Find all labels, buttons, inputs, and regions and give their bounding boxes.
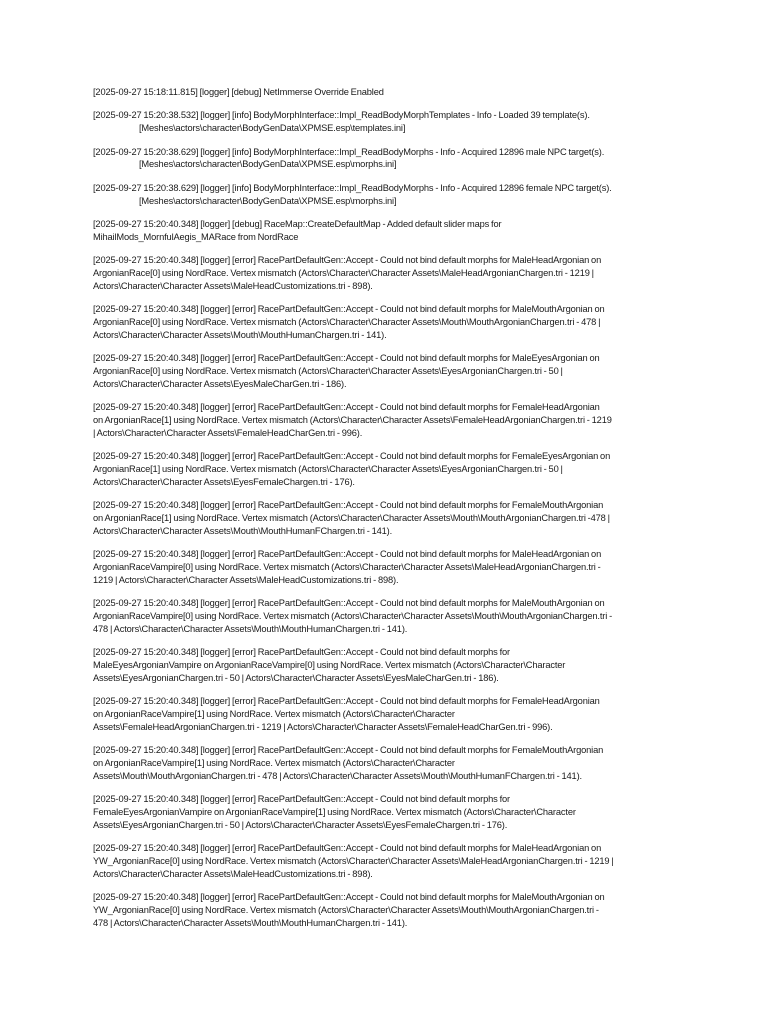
log-entry-continuation: [Meshes\actors\character\BodyGenData\XPMSE.esp\morphs.ini] <box>139 195 397 206</box>
log-entry-line: [2025-09-27 15:20:40.348] [logger] [error] RacePartDefaultGen::Accept - Could not bind default morphs for MaleMouthArgonian on <box>93 598 605 609</box>
log-entry <box>93 146 679 172</box>
log-entry-continuation: MihailMods_MornfulAegis_MARace from NordRace <box>93 231 299 242</box>
log-entry-continuation: on ArgonianRace[1] using NordRace. Vertex mismatch (Actors\Character\Character Assets\Mouth\MouthArgonianChargen.tri -478 | <box>93 512 610 523</box>
log-entry-line: [2025-09-27 15:20:40.348] [logger] [error] RacePartDefaultGen::Accept - Could not bind default morphs for FemaleHeadArgonian <box>93 696 600 706</box>
log-entry-line: [2025-09-27 15:20:40.348] [logger] [error] RacePartDefaultGen::Accept - Could not bind default morphs for FemaleMouthArgonian <box>93 500 604 511</box>
log-entry-line: [2025-09-27 15:20:40.348] [logger] [error] RacePartDefaultGen::Accept - Could not bind default morphs for MaleHeadArgonian on <box>93 842 602 853</box>
log-entry-continuation: Assets\FemaleHeadArgonianChargen.tri - 1219 | Actors\Character\Character Assets\FemaleHeadCharGen.tri - 996). <box>93 721 553 732</box>
log-entry-continuation: ArgonianRace[1] using NordRace. Vertex mismatch (Actors\Character\Character Assets\EyesArgonianChargen.tri - 50 | <box>93 463 563 474</box>
log-entry-continuation: YW_ArgonianRace[0] using NordRace. Vertex mismatch (Actors\Character\Character Assets\MaleHeadArgonianChargen.tri - 1219 | <box>93 855 614 866</box>
log-entry-line: [2025-09-27 15:20:40.348] [logger] [debug] RaceMap::CreateDefaultMap - Added default slider maps for <box>93 218 502 229</box>
log-entry-continuation: Assets\EyesArgonianChargen.tri - 50 | Actors\Character\Character Assets\EyesMaleCharGen.tri - 186). <box>93 672 499 683</box>
log-entry <box>93 303 679 341</box>
log-entry <box>93 218 679 244</box>
log-entry-line: [2025-09-27 15:20:40.348] [logger] [error] RacePartDefaultGen::Accept - Could not bind default morphs for MaleHeadArgonian on <box>93 255 602 266</box>
log-entry-continuation: Assets\Mouth\MouthArgonianChargen.tri - 478 | Actors\Character\Character Assets\Mouth\MouthHumanFChargen.tri - 141). <box>93 770 582 781</box>
log-entry-continuation: MaleEyesArgonianVampire on ArgonianRaceVampire[0] using NordRace. Vertex mismatch (Actors\Character\Character <box>93 659 566 670</box>
log-entry <box>93 499 679 537</box>
log-entry-line: [2025-09-27 15:20:40.348] [logger] [error] RacePartDefaultGen::Accept - Could not bind default morphs for MaleEyesArgonian on <box>93 353 600 364</box>
log-document <box>93 86 679 940</box>
log-entry <box>93 254 679 292</box>
log-entry <box>93 842 679 880</box>
log-entry <box>93 597 679 635</box>
log-entry <box>93 86 679 99</box>
log-entry-continuation: [Meshes\actors\character\BodyGenData\XPMSE.esp\morphs.ini] <box>139 159 397 170</box>
log-entry-continuation: on ArgonianRaceVampire[1] using NordRace. Vertex mismatch (Actors\Character\Character <box>93 757 455 768</box>
log-entry-line: [2025-09-27 15:20:38.629] [logger] [info] BodyMorphInterface::Impl_ReadBodyMorphs - Info - Acquired 12896 male NPC target(s). <box>93 146 605 157</box>
log-entry-line: [2025-09-27 15:18:11.815] [logger] [debug] NetImmerse Override Enabled <box>93 87 384 97</box>
log-entry-line: [2025-09-27 15:20:40.348] [logger] [error] RacePartDefaultGen::Accept - Could not bind default morphs for MaleMouthArgonian on <box>93 891 605 902</box>
log-entry-continuation: on ArgonianRace[1] using NordRace. Vertex mismatch (Actors\Character\Character Assets\FemaleHeadArgonianChargen.tri - 1219 <box>93 414 612 425</box>
log-entry-line: [2025-09-27 15:20:40.348] [logger] [error] RacePartDefaultGen::Accept - Could not bind default morphs for FemaleMouthArgonian <box>93 744 604 755</box>
log-entry-continuation: ArgonianRace[0] using NordRace. Vertex mismatch (Actors\Character\Character Assets\EyesArgonianChargen.tri - 50 | <box>93 365 563 376</box>
log-entry-continuation: | Actors\Character\Character Assets\FemaleHeadCharGen.tri - 996). <box>93 427 363 438</box>
log-entry-continuation: on ArgonianRaceVampire[1] using NordRace. Vertex mismatch (Actors\Character\Character <box>93 708 455 719</box>
log-entry-line: [2025-09-27 15:20:38.532] [logger] [info] BodyMorphInterface::Impl_ReadBodyMorphTemplates - Info - Loaded 39 template(s). <box>93 110 590 121</box>
log-entry <box>93 401 679 439</box>
log-entry <box>93 695 679 733</box>
log-entry-continuation: Actors\Character\Character Assets\EyesMaleCharGen.tri - 186). <box>93 378 347 389</box>
log-entry <box>93 646 679 684</box>
log-entry-continuation: Actors\Character\Character Assets\Mouth\MouthHumanChargen.tri - 141). <box>93 329 387 340</box>
log-entry-continuation: FemaleEyesArgonianVampire on ArgonianRaceVampire[1] using NordRace. Vertex mismatch (Actors\Character\Character <box>93 806 576 817</box>
log-entry-line: [2025-09-27 15:20:40.348] [logger] [error] RacePartDefaultGen::Accept - Could not bind default morphs for <box>93 793 510 804</box>
log-entry <box>93 744 679 782</box>
log-entry-line: [2025-09-27 15:20:40.348] [logger] [error] RacePartDefaultGen::Accept - Could not bind default morphs for FemaleEyesArgonian on <box>93 451 611 462</box>
log-entry-continuation: ArgonianRace[0] using NordRace. Vertex mismatch (Actors\Character\Character Assets\MaleHeadArgonianChargen.tri - 1219 | <box>93 267 594 278</box>
log-entry-continuation: ArgonianRaceVampire[0] using NordRace. Vertex mismatch (Actors\Character\Character Assets\MaleHeadArgonianChargen.tri - <box>93 561 601 572</box>
log-entry-line: [2025-09-27 15:20:40.348] [logger] [error] RacePartDefaultGen::Accept - Could not bind default morphs for MaleMouthArgonian on <box>93 304 605 315</box>
log-entry <box>93 891 679 929</box>
log-entry-continuation: YW_ArgonianRace[0] using NordRace. Vertex mismatch (Actors\Character\Character Assets\Mouth\MouthArgonianChargen.tri - <box>93 904 599 915</box>
log-entry <box>93 182 679 208</box>
log-entry-continuation: Actors\Character\Character Assets\EyesFemaleChargen.tri - 176). <box>93 476 355 487</box>
log-entry-continuation: Actors\Character\Character Assets\MaleHeadCustomizations.tri - 898). <box>93 868 373 879</box>
log-entry-continuation: 1219 | Actors\Character\Character Assets\MaleHeadCustomizations.tri - 898). <box>93 574 399 585</box>
log-entry-continuation: Assets\EyesArgonianChargen.tri - 50 | Actors\Character\Character Assets\EyesFemaleChargen.tri - 176). <box>93 819 508 830</box>
log-entry <box>93 109 679 135</box>
log-entry-line: [2025-09-27 15:20:40.348] [logger] [error] RacePartDefaultGen::Accept - Could not bind default morphs for MaleHeadArgonian on <box>93 549 602 560</box>
log-entry-line: [2025-09-27 15:20:38.629] [logger] [info] BodyMorphInterface::Impl_ReadBodyMorphs - Info - Acquired 12896 female NPC target(s). <box>93 182 612 193</box>
log-entry <box>93 352 679 390</box>
log-entry <box>93 450 679 488</box>
log-entry-line: [2025-09-27 15:20:40.348] [logger] [error] RacePartDefaultGen::Accept - Could not bind default morphs for <box>93 647 510 658</box>
log-entry-continuation: Actors\Character\Character Assets\MaleHeadCustomizations.tri - 898). <box>93 280 373 291</box>
log-entry-continuation: 478 | Actors\Character\Character Assets\Mouth\MouthHumanChargen.tri - 141). <box>93 623 408 634</box>
log-entry-line: [2025-09-27 15:20:40.348] [logger] [error] RacePartDefaultGen::Accept - Could not bind default morphs for FemaleHeadArgonian <box>93 402 600 413</box>
log-entry-continuation: 478 | Actors\Character\Character Assets\Mouth\MouthHumanChargen.tri - 141). <box>93 917 408 928</box>
log-entry-continuation: [Meshes\actors\character\BodyGenData\XPMSE.esp\templates.ini] <box>139 123 406 134</box>
log-entry <box>93 548 679 586</box>
log-entry <box>93 793 679 831</box>
log-entry-continuation: ArgonianRace[0] using NordRace. Vertex mismatch (Actors\Character\Character Assets\Mouth\MouthArgonianChargen.tri - 478 | <box>93 316 601 327</box>
log-entry-continuation: ArgonianRaceVampire[0] using NordRace. Vertex mismatch (Actors\Character\Character Assets\Mouth\MouthArgonianChargen.tri - <box>93 610 613 621</box>
log-entry-continuation: Actors\Character\Character Assets\Mouth\MouthHumanFChargen.tri - 141). <box>93 525 393 536</box>
